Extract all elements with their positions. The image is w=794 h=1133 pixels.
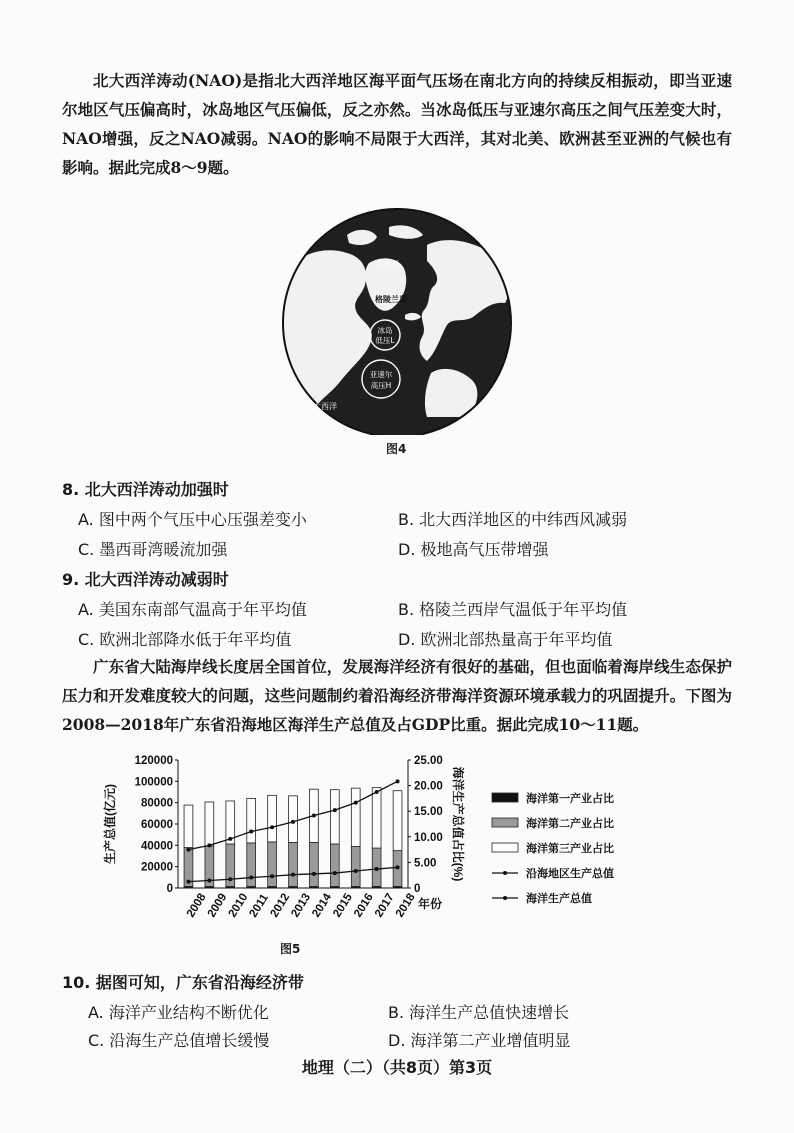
line-marine-gdp-point bbox=[375, 867, 379, 871]
left-tick-label: 0 bbox=[166, 883, 173, 895]
x-tick-label: 2018 bbox=[393, 891, 418, 920]
bar-segment-secondary bbox=[289, 842, 298, 886]
legend-swatch bbox=[492, 818, 518, 827]
bar-segment-tertiary bbox=[268, 795, 277, 842]
bar-segment-tertiary bbox=[247, 798, 256, 843]
line-coastal-gdp-point bbox=[396, 779, 400, 783]
line-coastal-gdp-point bbox=[228, 837, 232, 841]
x-tick-label: 2010 bbox=[226, 891, 251, 920]
x-tick-label: 2011 bbox=[247, 892, 271, 920]
line-marine-gdp-point bbox=[186, 880, 190, 884]
figure-4-globe bbox=[277, 205, 517, 435]
legend-marker bbox=[503, 871, 507, 875]
x-tick-label: 2014 bbox=[310, 891, 335, 920]
bar-segment-tertiary bbox=[393, 791, 402, 851]
bar-segment-secondary bbox=[247, 843, 256, 887]
legend-swatch bbox=[492, 843, 518, 852]
x-axis-title: 年份 bbox=[418, 897, 443, 911]
bar-segment-tertiary bbox=[351, 788, 360, 846]
bar-segment-tertiary bbox=[289, 796, 298, 843]
line-marine-gdp-point bbox=[249, 876, 253, 880]
globe-map-image bbox=[277, 205, 517, 435]
left-axis-title: 生产总值(亿元) bbox=[103, 784, 117, 864]
label-iceland-low-2: 低压L bbox=[375, 336, 395, 345]
question-9-option-c[interactable]: C. 欧洲北部降水低于年平均值 bbox=[78, 630, 292, 649]
question-8-option-d[interactable]: D. 极地高气压带增强 bbox=[398, 540, 549, 559]
question-9-stem: 9. 北大西洋涛动减弱时 bbox=[62, 570, 229, 589]
bar-segment-tertiary bbox=[330, 790, 339, 844]
figure-5-chart bbox=[100, 748, 660, 940]
left-tick-label: 100000 bbox=[134, 776, 173, 789]
line-coastal-gdp-point bbox=[207, 843, 211, 847]
line-coastal-gdp-point bbox=[375, 790, 379, 794]
right-tick-label: 25.00 bbox=[414, 755, 443, 767]
passage-guangdong: 广东省大陆海岸线长度居全国首位，发展海洋经济有很好的基础，但也面临着海岸线生态保护压力和开发难度较大的问题，这些问题制约着沿海经济带海洋资源环境承载力的巩固提升。下图为2008—2018年广东省沿海地区海洋生产总值及占GDP比重。据此完成10～11题。 bbox=[62, 657, 732, 734]
legend-label: 海洋第三产业占比 bbox=[526, 843, 614, 855]
bar-segment-secondary bbox=[351, 847, 360, 887]
left-tick-label: 60000 bbox=[141, 819, 173, 831]
line-marine-gdp-point bbox=[207, 879, 211, 883]
right-axis-title: 海洋生产总值占比(%) bbox=[451, 766, 465, 882]
bar-segment-secondary bbox=[310, 842, 319, 886]
chart-svg bbox=[100, 748, 660, 940]
legend-label: 海洋第二产业占比 bbox=[526, 818, 614, 830]
question-9-option-b[interactable]: B. 格陵兰西岸气温低于年平均值 bbox=[398, 600, 628, 619]
label-iceland-low-1: 冰岛 bbox=[377, 326, 393, 335]
bar-segment-tertiary bbox=[184, 805, 193, 847]
x-tick-label: 2012 bbox=[268, 891, 293, 920]
line-marine-gdp-point bbox=[312, 872, 316, 876]
question-10-option-c[interactable]: C. 沿海生产总值增长缓慢 bbox=[88, 1031, 270, 1050]
left-tick-label: 120000 bbox=[134, 755, 173, 767]
left-tick-label: 40000 bbox=[141, 840, 173, 853]
question-8-stem: 8. 北大西洋涛动加强时 bbox=[62, 480, 229, 499]
question-8-option-c[interactable]: C. 墨西哥湾暖流加强 bbox=[78, 540, 228, 559]
x-tick-label: 2008 bbox=[184, 891, 209, 920]
line-coastal-gdp-point bbox=[333, 808, 337, 812]
legend-label: 海洋生产总值 bbox=[526, 893, 592, 905]
question-10-option-a[interactable]: A. 海洋产业结构不断优化 bbox=[88, 1003, 269, 1022]
line-marine-gdp-point bbox=[354, 869, 358, 873]
page-footer: 地理（二）（共8页）第3页 bbox=[301, 1058, 493, 1077]
legend-swatch bbox=[492, 793, 518, 802]
bar-segment-tertiary bbox=[205, 802, 214, 846]
bar-segment-secondary bbox=[330, 844, 339, 886]
line-coastal-gdp-point bbox=[312, 813, 316, 817]
question-10-stem: 10. 据图可知，广东省沿海经济带 bbox=[62, 973, 304, 992]
line-marine-gdp-point bbox=[396, 865, 400, 869]
line-marine-gdp-point bbox=[333, 871, 337, 875]
left-tick-label: 80000 bbox=[141, 797, 173, 810]
question-8-option-b[interactable]: B. 北大西洋地区的中纬西风减弱 bbox=[398, 510, 628, 529]
line-coastal-gdp-point bbox=[270, 825, 274, 829]
right-tick-label: 20.00 bbox=[414, 780, 443, 793]
question-9-option-a[interactable]: A. 美国东南部气温高于年平均值 bbox=[78, 600, 307, 619]
figure-5-caption: 图5 bbox=[280, 942, 301, 956]
line-marine-gdp-point bbox=[228, 877, 232, 881]
legend-label: 海洋第一产业占比 bbox=[526, 793, 614, 805]
bar-segment-tertiary bbox=[372, 788, 381, 848]
line-coastal-gdp-point bbox=[249, 829, 253, 833]
question-10-option-b[interactable]: B. 海洋生产总值快速增长 bbox=[388, 1003, 570, 1022]
passage-nao: 北大西洋涛动(NAO)是指北大西洋地区海平面气压场在南北方向的持续反相振动，即当亚速尔地区气压偏高时，冰岛地区气压偏低，反之亦然。当冰岛低压与亚速尔高压之间气压差变大时，NAO增强，反之NAO减弱。NAO的影响不局限于大西洋，其对北美、欧洲甚至亚洲的气候也有影响。据此完成8～9题。 bbox=[62, 71, 732, 177]
legend-label: 沿海地区生产总值 bbox=[526, 868, 614, 880]
label-greenland: 格陵兰岛 bbox=[375, 295, 407, 304]
x-tick-label: 2009 bbox=[205, 891, 230, 920]
line-marine-gdp-point bbox=[270, 874, 274, 878]
right-tick-label: 10.00 bbox=[414, 831, 443, 844]
question-9-option-d[interactable]: D. 欧洲北部热量高于年平均值 bbox=[398, 630, 613, 649]
x-tick-label: 2015 bbox=[331, 891, 355, 920]
line-coastal-gdp-point bbox=[291, 820, 295, 824]
x-tick-label: 2017 bbox=[373, 891, 397, 920]
label-azores-high-2: 高压H bbox=[370, 381, 392, 390]
label-arctic-ocean: 北冰洋 bbox=[375, 260, 399, 269]
label-azores-high-1: 亚速尔 bbox=[369, 370, 393, 379]
x-tick-label: 2016 bbox=[352, 891, 376, 920]
legend-marker bbox=[503, 896, 507, 900]
right-tick-label: 0 bbox=[414, 883, 421, 895]
question-10-option-d[interactable]: D. 海洋第二产业增值明显 bbox=[388, 1031, 571, 1050]
label-atlantic: 大西洋 bbox=[313, 402, 337, 411]
question-8-option-a[interactable]: A. 图中两个气压中心压强差变小 bbox=[78, 510, 307, 529]
bar-segment-secondary bbox=[268, 842, 277, 887]
x-tick-label: 2013 bbox=[289, 891, 314, 920]
figure-4-caption: 图4 bbox=[386, 442, 407, 456]
right-tick-label: 5.00 bbox=[414, 857, 437, 870]
right-tick-label: 15.00 bbox=[414, 806, 443, 819]
line-coastal-gdp-point bbox=[354, 801, 358, 805]
left-tick-label: 20000 bbox=[141, 861, 173, 874]
line-coastal-gdp-point bbox=[186, 848, 190, 852]
line-marine-gdp-point bbox=[291, 873, 295, 877]
